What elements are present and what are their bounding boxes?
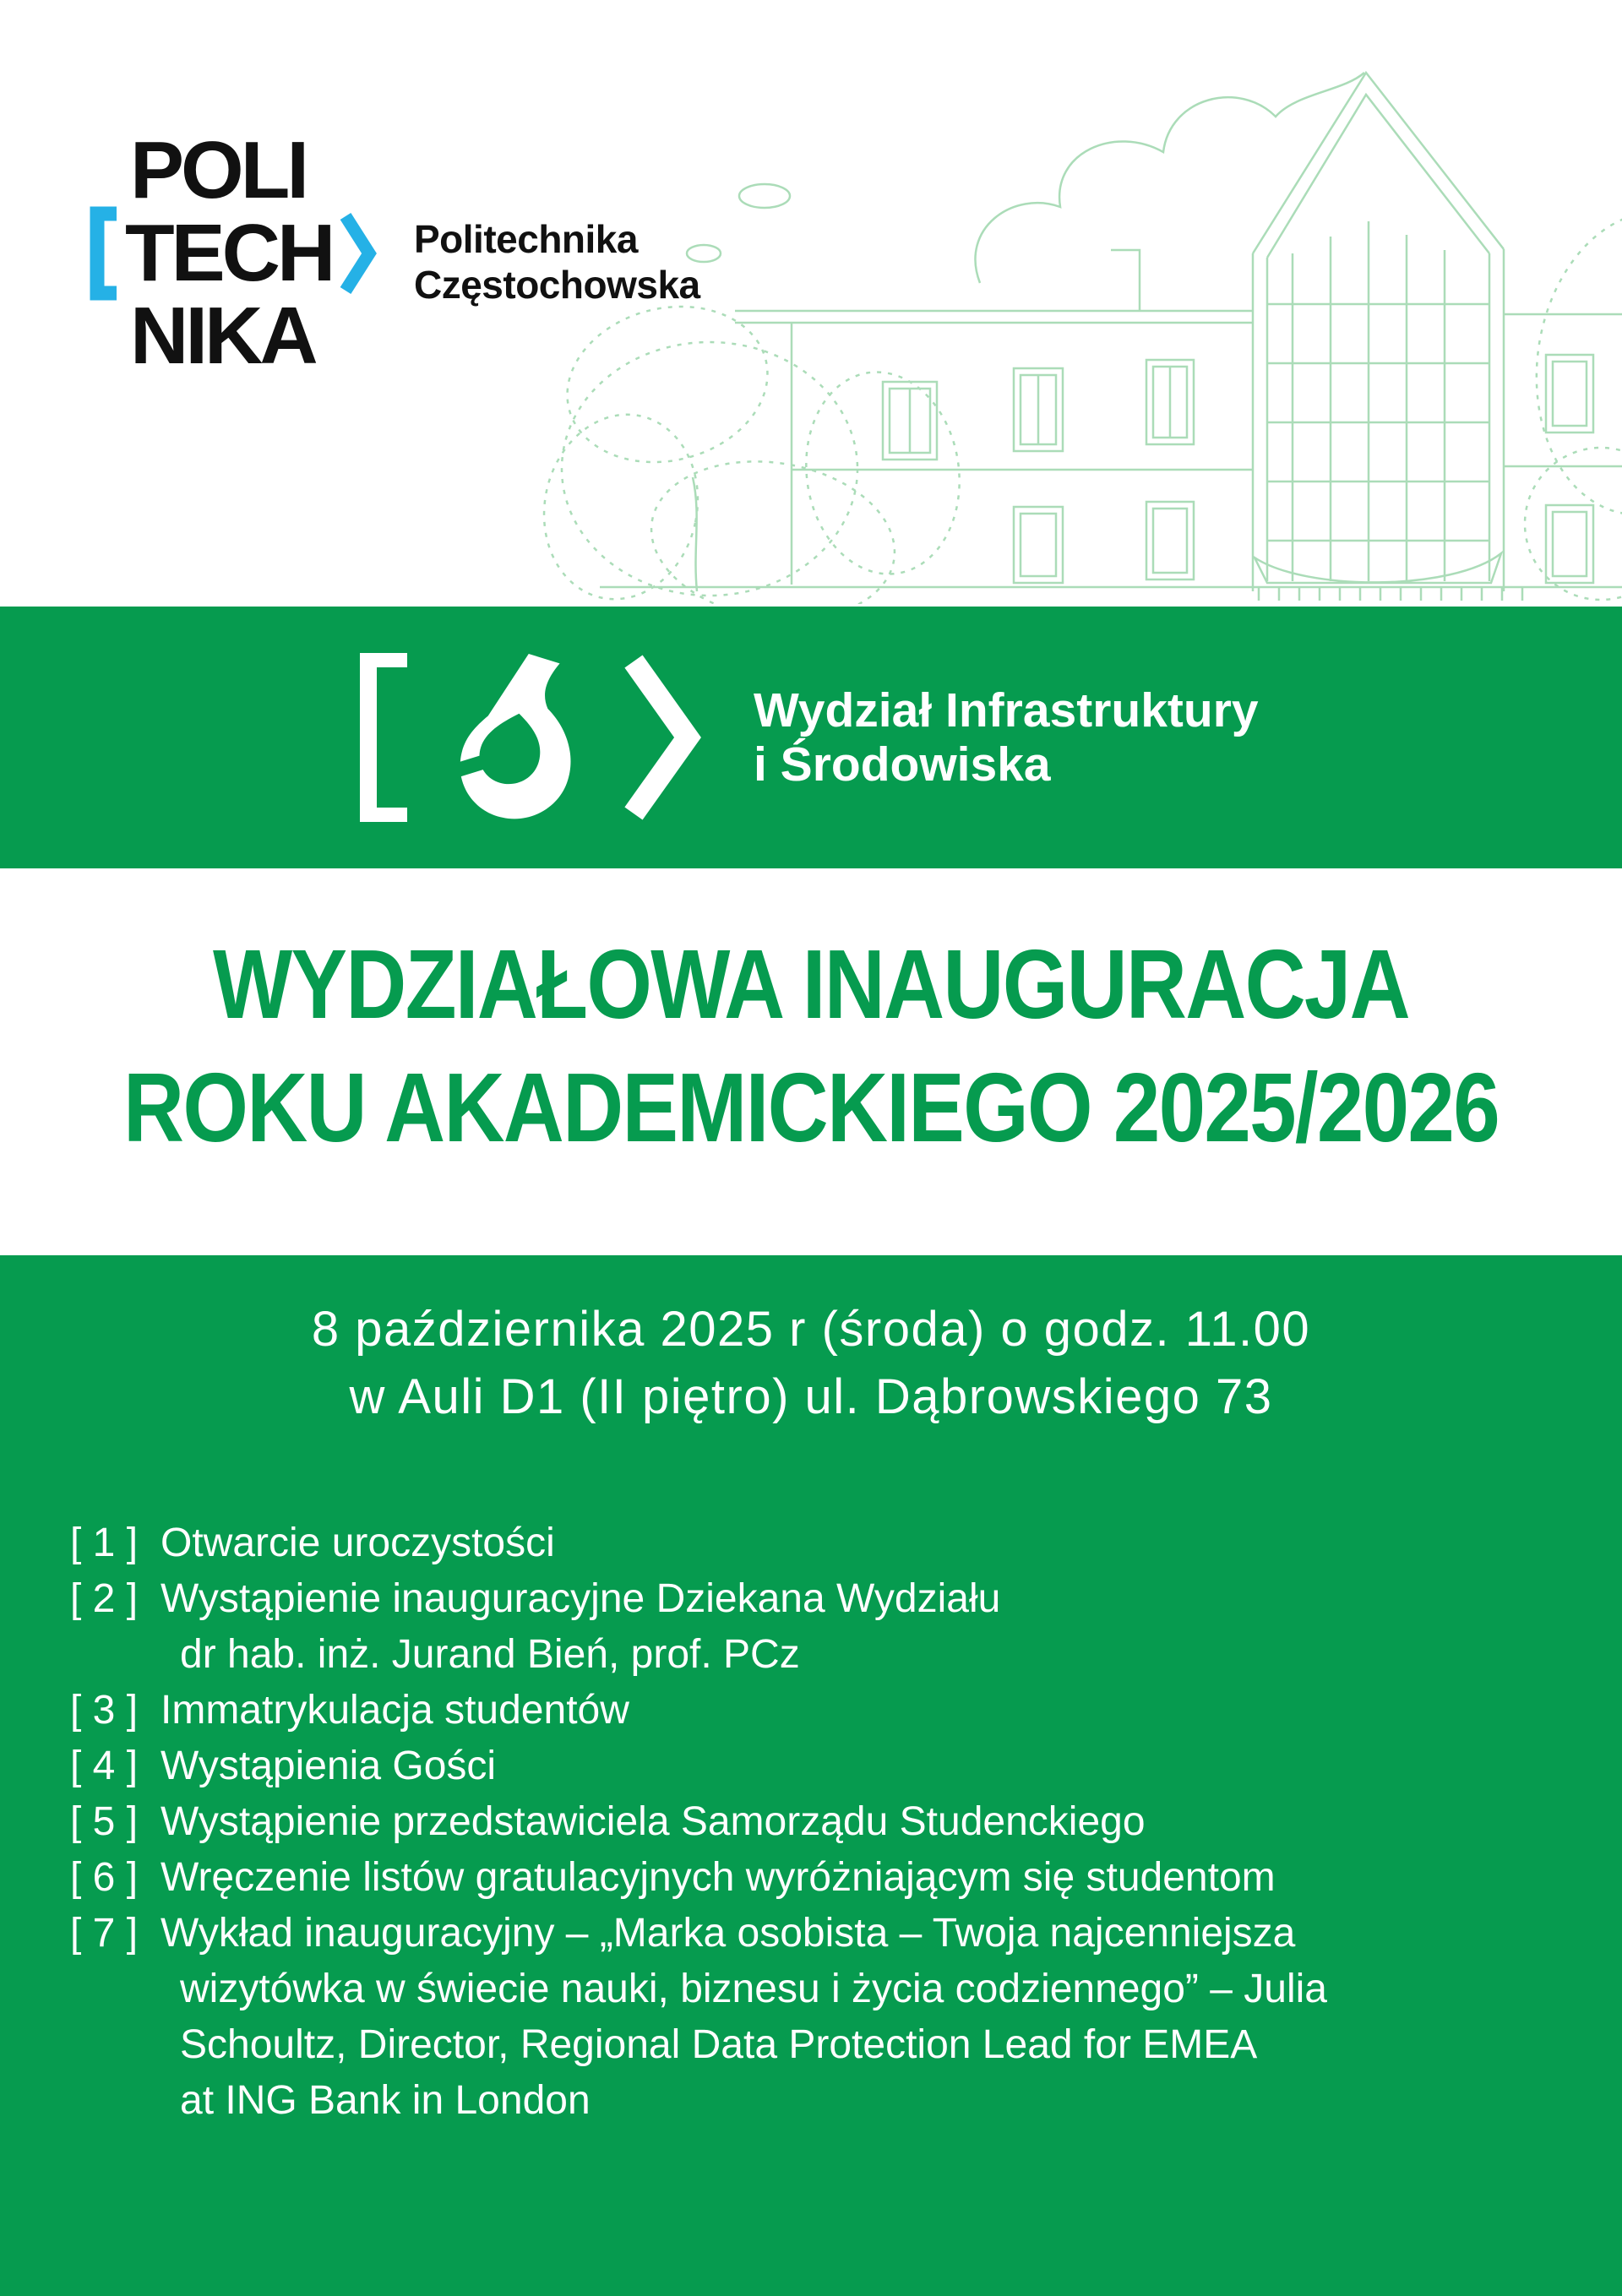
agenda-item <box>70 1515 1571 1571</box>
agenda-item-number: [ 4 ] <box>70 1744 139 1788</box>
agenda-item-text <box>161 1850 1571 1906</box>
agenda-item-line: Wykład inauguracyjny – „Marka osobista – Twoja najcenniejsza <box>161 1911 1296 1956</box>
agenda-item-line: Immatrykulacja studentów <box>161 1688 629 1733</box>
agenda-item-number: [ 2 ] <box>70 1576 139 1621</box>
university-logo <box>88 125 378 382</box>
logo-bracket-icon <box>88 206 120 301</box>
agenda-item-text <box>161 1738 1571 1794</box>
agenda-item <box>70 1683 1571 1738</box>
faculty-name <box>754 683 1259 792</box>
agenda-item-line: at ING Bank in London <box>180 2078 591 2123</box>
agenda-item-line: Wręczenie listów gratulacyjnych wyróżniającym się studentom <box>161 1855 1276 1900</box>
agenda-item-line: Wystąpienie przedstawiciela Samorządu Studenckiego <box>161 1799 1146 1844</box>
agenda-item-text <box>161 1515 1571 1571</box>
event-title-line1: WYDZIAŁOWA INAUGURACJA <box>213 929 1409 1039</box>
banner-chevron-icon <box>623 653 701 822</box>
university-name-line1: Politechnika <box>414 217 638 261</box>
agenda-item <box>70 1794 1571 1850</box>
agenda-item-line: Wystąpienie inauguracyjne Dziekana Wydziału <box>161 1576 1001 1621</box>
logo-line-nika: NIKA <box>130 291 315 382</box>
title-section <box>0 868 1622 1255</box>
logo-line-poli: POLI <box>130 125 307 215</box>
event-info <box>0 1255 1622 1431</box>
agenda-item-line: Wystąpienia Gości <box>161 1744 497 1788</box>
agenda-item-number: [ 1 ] <box>70 1521 139 1565</box>
agenda-item-text <box>161 1683 1571 1738</box>
banner-bracket-icon <box>360 653 407 822</box>
agenda-item <box>70 1571 1571 1683</box>
header-section <box>0 0 1622 607</box>
faculty-name-line2: i Środowiska <box>754 737 1051 792</box>
agenda-item-line: Schoultz, Director, Regional Data Protection Lead for EMEA <box>180 2022 1258 2067</box>
agenda-item-number: [ 5 ] <box>70 1799 139 1844</box>
event-datetime: 8 października 2025 r (środa) o godz. 11.00 <box>311 1302 1311 1357</box>
faculty-banner <box>0 607 1622 868</box>
event-title-line2: ROKU AKADEMICKIEGO 2025/2026 <box>123 1053 1499 1162</box>
university-name <box>414 216 700 308</box>
logo-line-tech: TECH <box>88 206 378 301</box>
water-drop-icon <box>449 654 574 821</box>
tree-foliage <box>527 286 972 604</box>
agenda-item <box>70 1850 1571 1906</box>
event-location: w Auli D1 (II piętro) ul. Dąbrowskiego 73 <box>349 1369 1273 1424</box>
agenda-item-number: [ 7 ] <box>70 1911 139 1956</box>
agenda-item-number: [ 3 ] <box>70 1688 139 1733</box>
agenda-item <box>70 1738 1571 1794</box>
faculty-name-line1: Wydział Infrastruktury <box>754 683 1259 737</box>
agenda-item-line: Otwarcie uroczystości <box>161 1521 555 1565</box>
university-name-line2: Częstochowska <box>414 263 700 307</box>
agenda-item-number: [ 6 ] <box>70 1855 139 1900</box>
agenda-item-line: wizytówka w świecie nauki, biznesu i życia codziennego” – Julia <box>180 1967 1327 2011</box>
tree-foliage <box>1517 136 1622 601</box>
cloud-icon <box>739 184 790 208</box>
agenda-item <box>70 1906 1571 2129</box>
event-details-section <box>0 1255 1622 2296</box>
agenda-item-text <box>161 1794 1571 1850</box>
agenda-item-line: dr hab. inż. Jurand Bień, prof. PCz <box>180 1632 800 1677</box>
agenda-item-text <box>161 1571 1571 1683</box>
agenda-list <box>70 1515 1571 2129</box>
logo-arrow-icon <box>339 206 378 301</box>
agenda-item-text <box>161 1906 1571 2129</box>
